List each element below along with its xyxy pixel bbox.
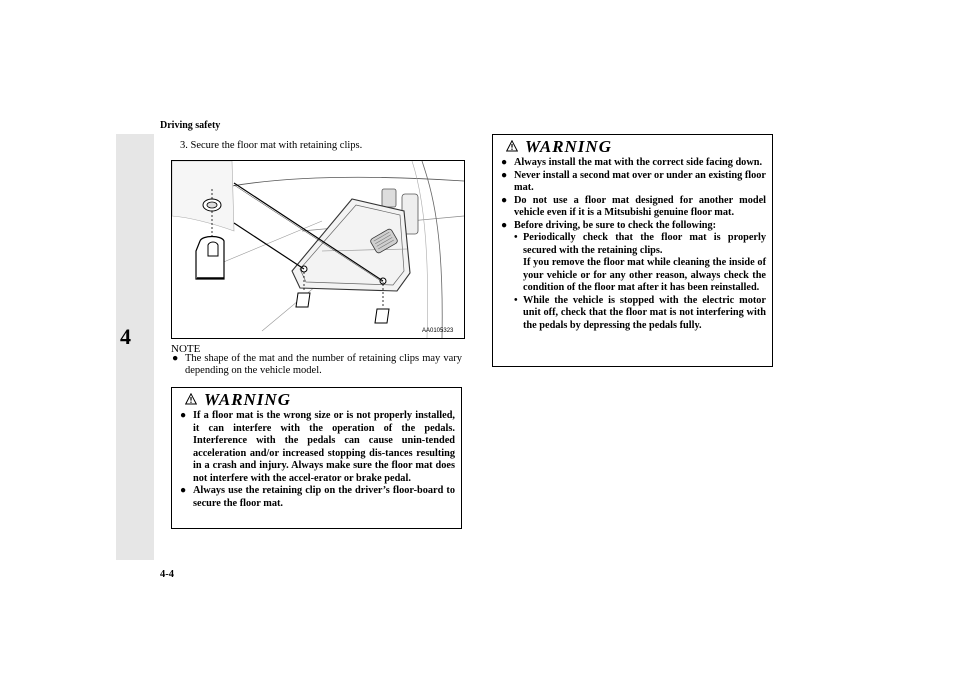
- warning-subitem: [514, 232, 766, 257]
- warning-text: Always install the mat with the correct side facing down.: [514, 157, 763, 168]
- sub-bullet-icon: •: [514, 294, 518, 306]
- note-heading: NOTE: [171, 343, 201, 355]
- warning-text: Before driving, be sure to check the following:: [514, 219, 717, 231]
- bullet-icon: ●: [180, 410, 187, 421]
- bullet-icon: ●: [180, 485, 187, 496]
- bullet-icon: ●: [501, 219, 508, 231]
- warning-item: [501, 195, 766, 220]
- step-text: 3. Secure the floor mat with retaining clips.: [180, 140, 363, 151]
- warning-title: WARNING: [525, 137, 612, 156]
- warning-subitem: [514, 295, 766, 333]
- note-item: [172, 353, 462, 377]
- bullet-icon: ●: [501, 169, 508, 181]
- warning-list: [493, 157, 772, 332]
- bullet-icon: ●: [172, 353, 179, 364]
- bullet-icon: ●: [501, 157, 508, 168]
- warning-text: Always use the retaining clip on the driver’s floor-board to secure the floor mat.: [193, 485, 455, 509]
- warning-subtext: If you remove the floor mat while cleaning the inside of your vehicle or for any other reason, always check the condition of the floor mat after it has been reinstalled.: [523, 257, 766, 293]
- warning-list: [172, 410, 461, 510]
- warning-item: [501, 170, 766, 195]
- warning-box-left: [171, 387, 462, 529]
- sub-bullet-icon: •: [514, 232, 518, 243]
- section-header: Driving safety: [160, 120, 221, 131]
- chapter-tab-number: 4: [120, 324, 131, 349]
- warning-header: [172, 388, 461, 410]
- warning-item: [501, 157, 766, 170]
- note-text: The shape of the mat and the number of retaining clips may vary depending on the vehicle model.: [185, 353, 462, 376]
- warning-subitem: [514, 257, 766, 295]
- warning-box-right: [492, 134, 773, 367]
- warning-triangle-icon: [185, 393, 197, 405]
- floor-mat-illustration: [171, 160, 465, 339]
- warning-subtext: While the vehicle is stopped with the electric motor unit off, check that the floor mat is not interfering with the pedals by depressing the pedals fully.: [523, 294, 766, 331]
- floor-mat-drawing: [172, 161, 464, 338]
- warning-text: Do not use a floor mat designed for another model vehicle even if it is a Mitsubishi genuine floor mat.: [514, 194, 766, 218]
- warning-subtext: Periodically check that the floor mat is properly secured with the retaining clips.: [523, 232, 766, 256]
- warning-item: [180, 485, 455, 510]
- warning-title: WARNING: [204, 390, 291, 409]
- warning-item: [501, 220, 766, 333]
- warning-text: If a floor mat is the wrong size or is not properly installed, it can interfere with the operation of the pedals. Interference with the pedals can cause unin-tended acceleration and/or increased stopping dis-tances resulting in a crash and injury. Always make sure the floor mat does not interfere with the accel-erator or brake pedal.: [193, 410, 455, 484]
- warning-text: Never install a second mat over or under an existing floor mat.: [514, 169, 766, 193]
- warning-item: [180, 410, 455, 485]
- bullet-icon: ●: [501, 194, 508, 206]
- warning-header: [493, 135, 772, 157]
- figure-code: AA0105323: [422, 328, 454, 334]
- warning-triangle-icon: [506, 140, 518, 152]
- page-number: 4-4: [160, 569, 174, 580]
